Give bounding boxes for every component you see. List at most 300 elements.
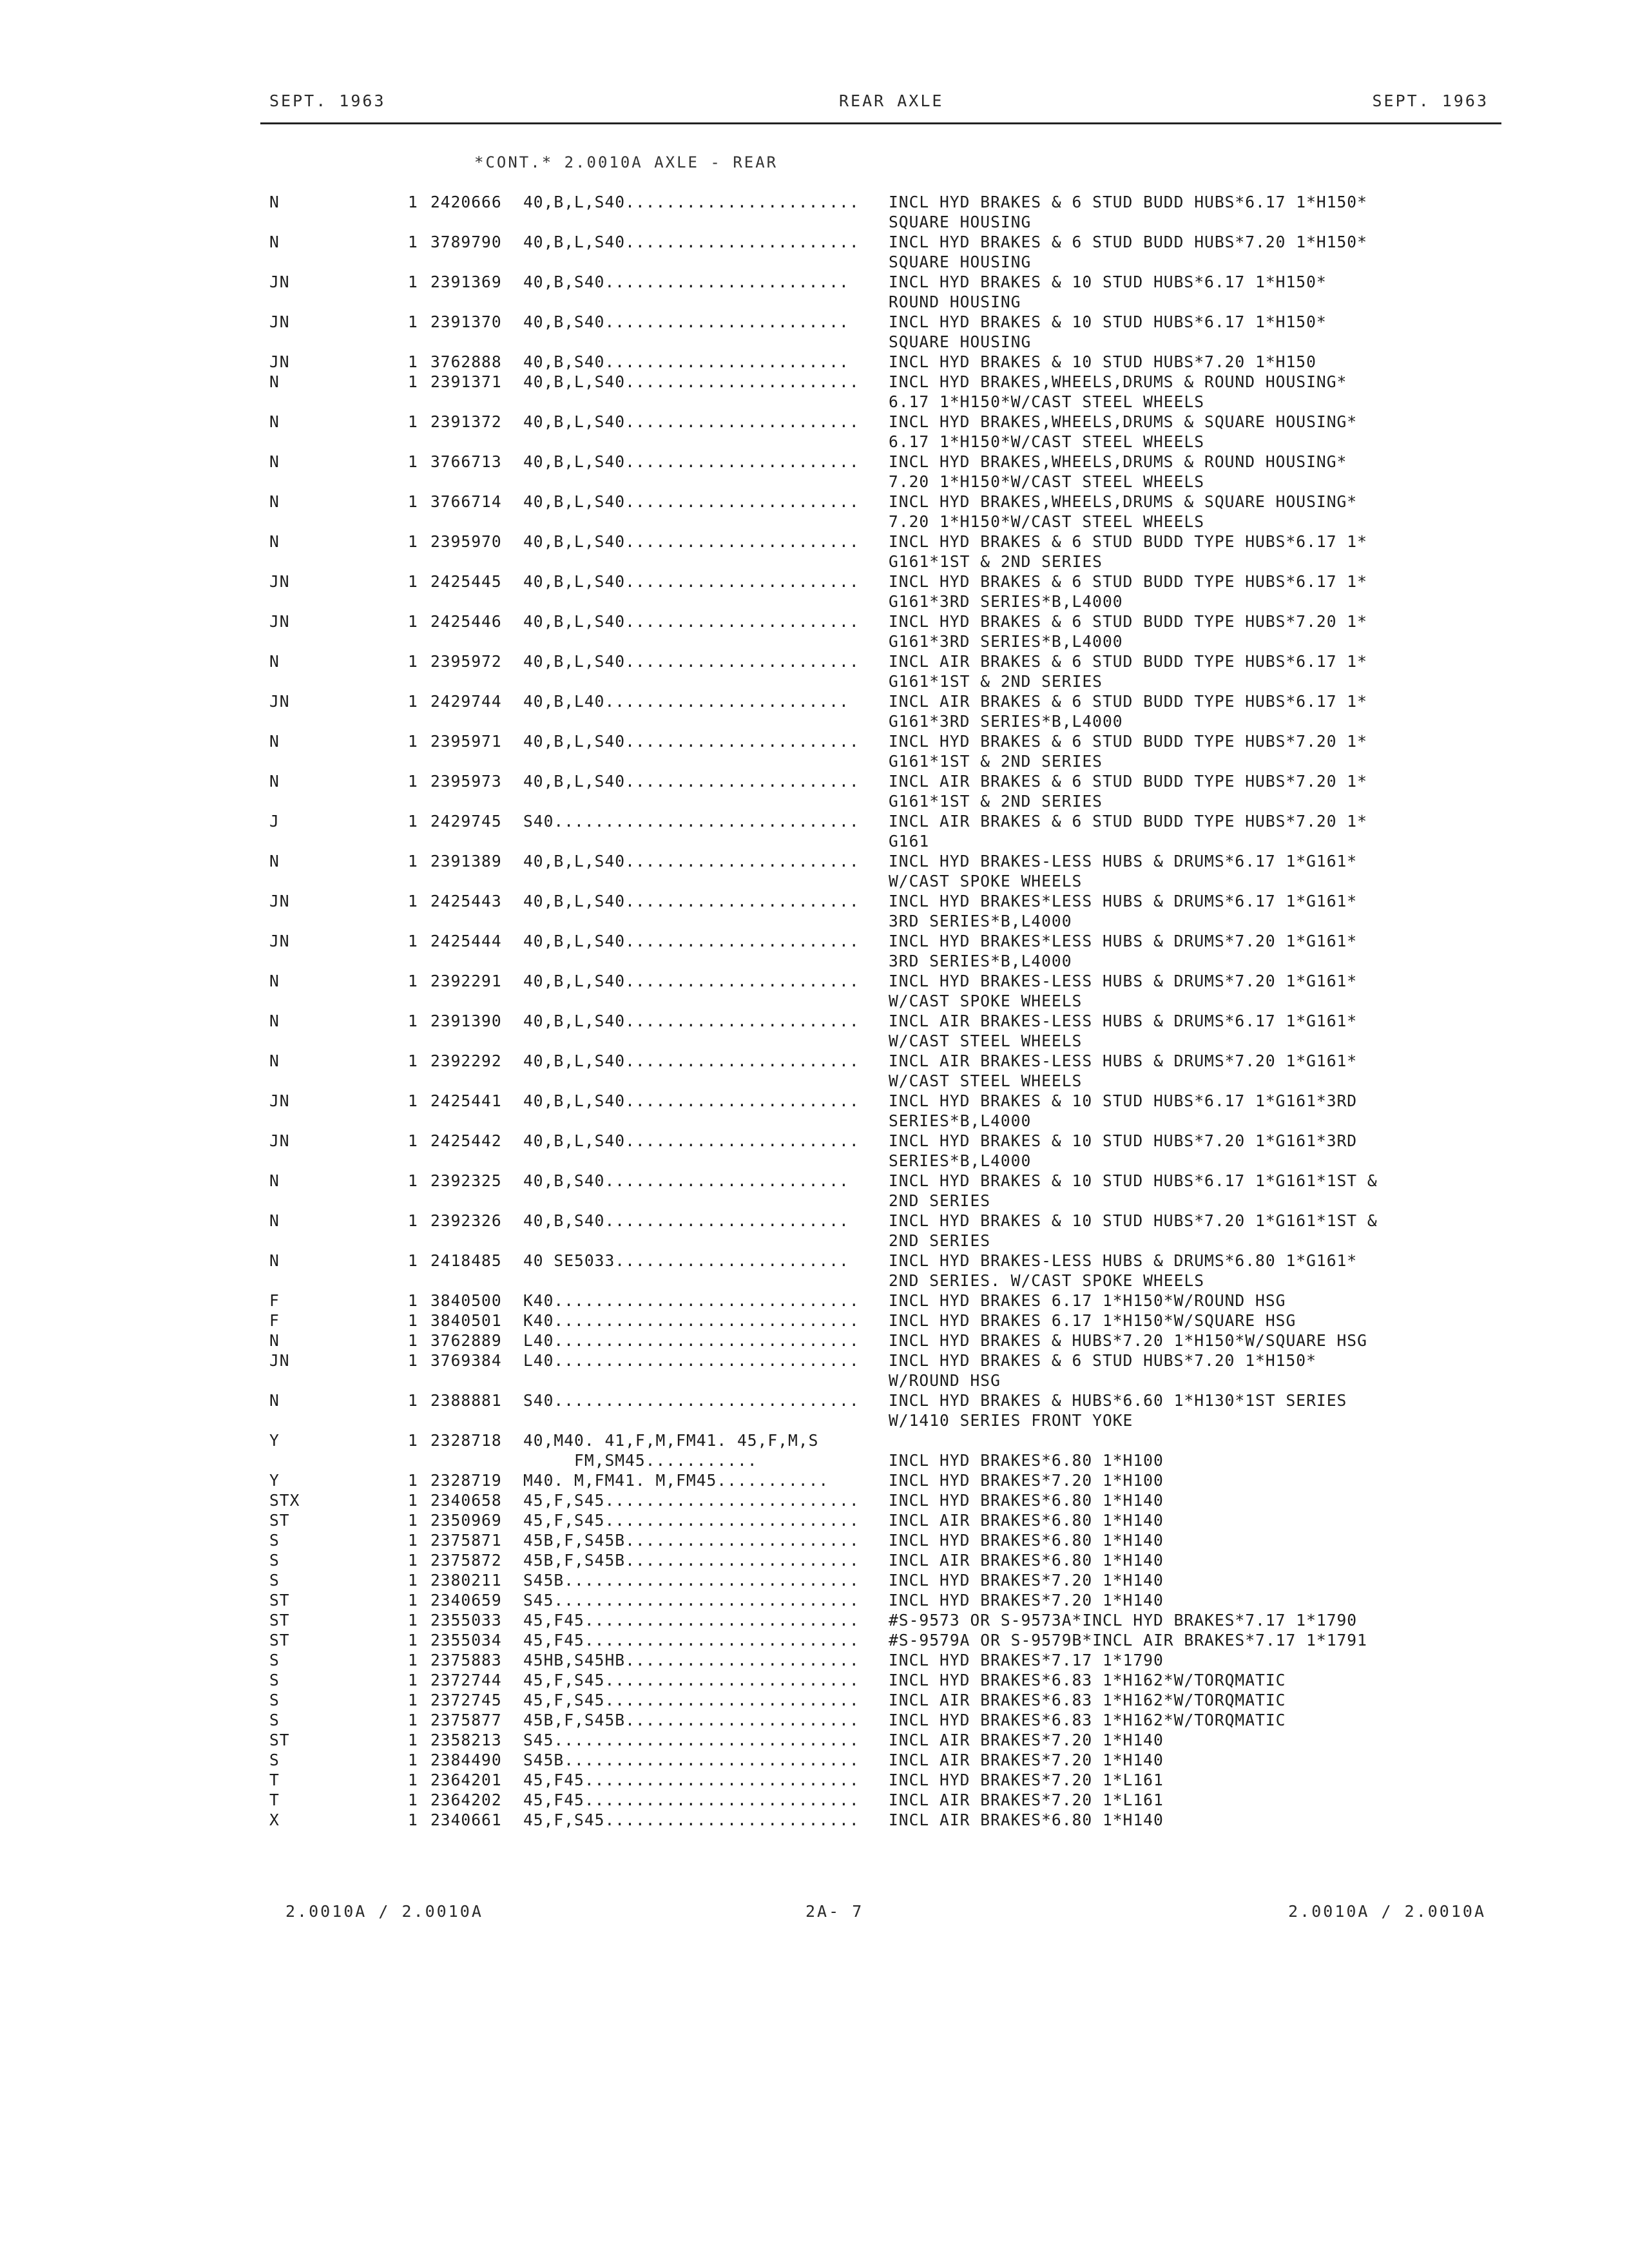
quantity: 1 xyxy=(408,1711,418,1729)
part-description: INCL HYD BRAKES 6.17 1*H150*W/ROUND HSG xyxy=(889,1291,1286,1310)
list-item xyxy=(0,1231,1629,1251)
part-description: INCL HYD BRAKES*7.20 1*H100 xyxy=(889,1471,1164,1490)
list-item xyxy=(0,1750,1629,1770)
part-description: 2ND SERIES. W/CAST SPOKE WHEELS xyxy=(889,1271,1205,1290)
part-number: 2328719 xyxy=(430,1471,502,1490)
header-date-right: SEPT. 1963 xyxy=(1372,91,1489,110)
model-code: JN xyxy=(269,273,290,291)
part-number: 2395971 xyxy=(430,732,502,751)
list-item xyxy=(0,552,1629,572)
part-number: 2375871 xyxy=(430,1531,502,1550)
part-description: G161*3RD SERIES*B,L4000 xyxy=(889,632,1123,651)
part-number: 2418485 xyxy=(430,1251,502,1270)
part-description: SQUARE HOUSING xyxy=(889,253,1032,271)
part-number: 2375883 xyxy=(430,1651,502,1669)
list-item xyxy=(0,1171,1629,1191)
quantity: 1 xyxy=(408,352,418,371)
part-description: G161*1ST & 2ND SERIES xyxy=(889,752,1103,771)
part-number: 2372745 xyxy=(430,1691,502,1709)
part-number: 2380211 xyxy=(430,1571,502,1590)
list-item xyxy=(0,1450,1629,1470)
list-item xyxy=(0,1031,1629,1051)
part-description: INCL HYD BRAKES & 6 STUD BUDD TYPE HUBS*7.20 1* xyxy=(889,732,1367,751)
part-description: INCL HYD BRAKES & 6 STUD BUDD TYPE HUBS*6.17 1* xyxy=(889,572,1367,591)
part-number: 2358213 xyxy=(430,1731,502,1749)
part-description: INCL HYD BRAKES,WHEELS,DRUMS & ROUND HOUSING* xyxy=(889,452,1347,471)
model-list: 40,B,L,S40....................... xyxy=(523,892,860,910)
part-number: 3762888 xyxy=(430,352,502,371)
list-item xyxy=(0,1350,1629,1370)
model-code: STX xyxy=(269,1491,300,1510)
model-list: S40.............................. xyxy=(523,1391,860,1410)
list-item xyxy=(0,1590,1629,1610)
part-number: 2425441 xyxy=(430,1091,502,1110)
list-item xyxy=(0,591,1629,611)
part-description: INCL HYD BRAKES,WHEELS,DRUMS & SQUARE HOUSING* xyxy=(889,412,1358,431)
model-code: N xyxy=(269,492,280,511)
quantity: 1 xyxy=(408,932,418,950)
part-description: INCL HYD BRAKES & HUBS*7.20 1*H150*W/SQUARE HSG xyxy=(889,1331,1367,1350)
model-code: J xyxy=(269,812,280,831)
part-description: G161 xyxy=(889,832,930,850)
list-item xyxy=(0,1151,1629,1171)
model-code: S xyxy=(269,1751,280,1769)
list-item xyxy=(0,951,1629,971)
model-list: K40.............................. xyxy=(523,1291,860,1310)
part-description: INCL HYD BRAKES-LESS HUBS & DRUMS*6.17 1*G161* xyxy=(889,852,1358,870)
part-number: 2429744 xyxy=(430,692,502,711)
part-description: 7.20 1*H150*W/CAST STEEL WHEELS xyxy=(889,512,1205,531)
quantity: 1 xyxy=(408,692,418,711)
part-number: 2340659 xyxy=(430,1591,502,1610)
part-number: 3840501 xyxy=(430,1311,502,1330)
part-description: INCL HYD BRAKES & 6 STUD BUDD TYPE HUBS*6.17 1* xyxy=(889,532,1367,551)
list-item xyxy=(0,1311,1629,1331)
model-code: N xyxy=(269,233,280,251)
model-code: JN xyxy=(269,612,290,631)
list-item xyxy=(0,911,1629,931)
part-description: #S-9573 OR S-9573A*INCL HYD BRAKES*7.17 1*1790 xyxy=(889,1611,1358,1629)
list-item xyxy=(0,991,1629,1011)
part-number: 2355034 xyxy=(430,1631,502,1649)
part-number: 2340658 xyxy=(430,1491,502,1510)
list-item xyxy=(0,492,1629,512)
model-list: 40,B,L,S40....................... xyxy=(523,532,860,551)
part-description: W/CAST SPOKE WHEELS xyxy=(889,872,1083,890)
list-item xyxy=(0,212,1629,232)
model-list: 40,B,L,S40....................... xyxy=(523,652,860,671)
part-description: INCL HYD BRAKES-LESS HUBS & DRUMS*6.80 1*G161* xyxy=(889,1251,1358,1270)
model-code: ST xyxy=(269,1591,290,1610)
model-code: JN xyxy=(269,352,290,371)
quantity: 1 xyxy=(408,1012,418,1030)
list-item xyxy=(0,1131,1629,1151)
list-item xyxy=(0,1610,1629,1630)
part-number: 2384490 xyxy=(430,1751,502,1769)
quantity: 1 xyxy=(408,1331,418,1350)
part-number: 2395972 xyxy=(430,652,502,671)
quantity: 1 xyxy=(408,1791,418,1809)
model-list: 40,B,L,S40....................... xyxy=(523,1012,860,1030)
list-item xyxy=(0,1430,1629,1450)
list-item xyxy=(0,1251,1629,1271)
footer-ref-right: 2.0010A / 2.0010A xyxy=(1288,1902,1486,1921)
part-description: 3RD SERIES*B,L4000 xyxy=(889,912,1072,930)
model-code: JN xyxy=(269,892,290,910)
part-description: INCL HYD BRAKES & 6 STUD BUDD TYPE HUBS*7.20 1* xyxy=(889,612,1367,631)
part-number: 2372744 xyxy=(430,1671,502,1689)
quantity: 1 xyxy=(408,772,418,791)
part-description: 2ND SERIES xyxy=(889,1231,991,1250)
model-code: N xyxy=(269,972,280,990)
part-number: 2391372 xyxy=(430,412,502,431)
quantity: 1 xyxy=(408,1491,418,1510)
part-description: INCL AIR BRAKES*7.20 1*L161 xyxy=(889,1791,1164,1809)
footer-ref-left: 2.0010A / 2.0010A xyxy=(285,1902,483,1921)
list-item xyxy=(0,971,1629,991)
part-number: 3762889 xyxy=(430,1331,502,1350)
part-description: SERIES*B,L4000 xyxy=(889,1151,1032,1170)
model-list: 45,F45........................... xyxy=(523,1631,860,1649)
list-item xyxy=(0,931,1629,951)
part-number: 2429745 xyxy=(430,812,502,831)
list-item xyxy=(0,831,1629,851)
list-item xyxy=(0,412,1629,432)
list-item xyxy=(0,1331,1629,1350)
list-item xyxy=(0,572,1629,591)
part-number: 2350969 xyxy=(430,1511,502,1530)
list-item xyxy=(0,671,1629,691)
model-code: S xyxy=(269,1531,280,1550)
part-number: 3766714 xyxy=(430,492,502,511)
part-description: G161*1ST & 2ND SERIES xyxy=(889,552,1103,571)
part-description: INCL HYD BRAKES 6.17 1*H150*W/SQUARE HSG xyxy=(889,1311,1296,1330)
list-item xyxy=(0,252,1629,272)
model-list: 45,F45........................... xyxy=(523,1611,860,1629)
part-number: 2391370 xyxy=(430,312,502,331)
part-description: W/CAST STEEL WHEELS xyxy=(889,1072,1083,1090)
part-description: INCL HYD BRAKES & 10 STUD HUBS*6.17 1*H150* xyxy=(889,273,1327,291)
quantity: 1 xyxy=(408,892,418,910)
list-item xyxy=(0,731,1629,751)
model-list: FM,SM45........... xyxy=(523,1451,758,1470)
part-description: INCL AIR BRAKES*6.83 1*H162*W/TORQMATIC xyxy=(889,1691,1286,1709)
model-list: 45B,F,S45B....................... xyxy=(523,1711,860,1729)
quantity: 1 xyxy=(408,1651,418,1669)
part-number: 2392292 xyxy=(430,1052,502,1070)
model-list: 45B,F,S45B....................... xyxy=(523,1551,860,1570)
part-description: W/CAST SPOKE WHEELS xyxy=(889,992,1083,1010)
list-item xyxy=(0,1670,1629,1690)
part-number: 2355033 xyxy=(430,1611,502,1629)
model-code: F xyxy=(269,1311,280,1330)
part-description: INCL HYD BRAKES,WHEELS,DRUMS & ROUND HOUSING* xyxy=(889,372,1347,391)
quantity: 1 xyxy=(408,572,418,591)
part-number: 2391390 xyxy=(430,1012,502,1030)
list-item xyxy=(0,1191,1629,1211)
part-description: INCL AIR BRAKES & 6 STUD BUDD TYPE HUBS*6.17 1* xyxy=(889,692,1367,711)
header-section-title: REAR AXLE xyxy=(839,91,944,110)
model-list: 40 SE5033....................... xyxy=(523,1251,849,1270)
model-code: JN xyxy=(269,1351,290,1370)
part-number: 2420666 xyxy=(430,193,502,211)
quantity: 1 xyxy=(408,1771,418,1789)
part-description: INCL AIR BRAKES*6.80 1*H140 xyxy=(889,1551,1164,1570)
part-description: INCL AIR BRAKES-LESS HUBS & DRUMS*7.20 1*G161* xyxy=(889,1052,1358,1070)
list-item xyxy=(0,1550,1629,1570)
part-description: INCL AIR BRAKES-LESS HUBS & DRUMS*6.17 1*G161* xyxy=(889,1012,1358,1030)
model-list: 40,B,S40........................ xyxy=(523,1171,849,1190)
quantity: 1 xyxy=(408,492,418,511)
model-code: N xyxy=(269,372,280,391)
quantity: 1 xyxy=(408,312,418,331)
list-item xyxy=(0,512,1629,532)
model-code: N xyxy=(269,1012,280,1030)
model-list: 45,F,S45......................... xyxy=(523,1491,860,1510)
part-description: ROUND HOUSING xyxy=(889,293,1021,311)
model-list: 45HB,S45HB....................... xyxy=(523,1651,860,1669)
model-list: 40,B,L,S40....................... xyxy=(523,772,860,791)
model-list: S45B............................. xyxy=(523,1571,860,1590)
list-item xyxy=(0,472,1629,492)
model-list: 45,F,S45......................... xyxy=(523,1811,860,1829)
quantity: 1 xyxy=(408,1091,418,1110)
part-description: INCL AIR BRAKES*7.20 1*H140 xyxy=(889,1751,1164,1769)
quantity: 1 xyxy=(408,1211,418,1230)
part-number: 2425444 xyxy=(430,932,502,950)
model-list: 40,B,L40........................ xyxy=(523,692,849,711)
quantity: 1 xyxy=(408,1052,418,1070)
part-number: 2388881 xyxy=(430,1391,502,1410)
part-description: 3RD SERIES*B,L4000 xyxy=(889,952,1072,970)
list-item xyxy=(0,811,1629,831)
list-item xyxy=(0,711,1629,731)
quantity: 1 xyxy=(408,1671,418,1689)
quantity: 1 xyxy=(408,1511,418,1530)
quantity: 1 xyxy=(408,1431,418,1450)
section-subheader: *CONT.* 2.0010A AXLE - REAR xyxy=(474,153,778,171)
model-code: N xyxy=(269,452,280,471)
model-list: M40. M,FM41. M,FM45........... xyxy=(523,1471,829,1490)
quantity: 1 xyxy=(408,732,418,751)
part-number: 2328718 xyxy=(430,1431,502,1450)
model-list: 45B,F,S45B....................... xyxy=(523,1531,860,1550)
model-code: JN xyxy=(269,1091,290,1110)
model-list: 40,B,L,S40....................... xyxy=(523,452,860,471)
model-code: N xyxy=(269,1391,280,1410)
model-list: 45,F,S45......................... xyxy=(523,1691,860,1709)
list-item xyxy=(0,1790,1629,1810)
part-description: SQUARE HOUSING xyxy=(889,213,1032,231)
quantity: 1 xyxy=(408,193,418,211)
parts-list xyxy=(0,192,1629,1830)
quantity: 1 xyxy=(408,1811,418,1829)
part-description: 6.17 1*H150*W/CAST STEEL WHEELS xyxy=(889,392,1205,411)
quantity: 1 xyxy=(408,852,418,870)
model-list: S40.............................. xyxy=(523,812,860,831)
model-code: N xyxy=(269,652,280,671)
list-item xyxy=(0,1410,1629,1430)
quantity: 1 xyxy=(408,1611,418,1629)
list-item xyxy=(0,1530,1629,1550)
part-number: 2425443 xyxy=(430,892,502,910)
list-item xyxy=(0,771,1629,791)
model-list: S45.............................. xyxy=(523,1591,860,1610)
part-description: INCL HYD BRAKES & 10 STUD HUBS*7.20 1*G161*1ST & xyxy=(889,1211,1378,1230)
part-description: INCL HYD BRAKES & 10 STUD HUBS*6.17 1*G161*3RD xyxy=(889,1091,1358,1110)
part-description: INCL HYD BRAKES,WHEELS,DRUMS & SQUARE HOUSING* xyxy=(889,492,1358,511)
part-description: INCL HYD BRAKES*7.20 1*H140 xyxy=(889,1571,1164,1590)
part-description: W/1410 SERIES FRONT YOKE xyxy=(889,1411,1133,1430)
part-number: 3789790 xyxy=(430,233,502,251)
model-code: JN xyxy=(269,312,290,331)
part-number: 2392291 xyxy=(430,972,502,990)
list-item xyxy=(0,1770,1629,1790)
part-description: SERIES*B,L4000 xyxy=(889,1111,1032,1130)
list-item xyxy=(0,1470,1629,1490)
list-item xyxy=(0,1271,1629,1291)
model-list: 40,B,L,S40....................... xyxy=(523,193,860,211)
list-item xyxy=(0,631,1629,651)
model-code: N xyxy=(269,1052,280,1070)
list-item xyxy=(0,1690,1629,1710)
part-number: 2391371 xyxy=(430,372,502,391)
quantity: 1 xyxy=(408,1471,418,1490)
part-description: G161*3RD SERIES*B,L4000 xyxy=(889,592,1123,611)
model-code: S xyxy=(269,1691,280,1709)
part-number: 3766713 xyxy=(430,452,502,471)
list-item xyxy=(0,1710,1629,1730)
part-number: 2364201 xyxy=(430,1771,502,1789)
list-item xyxy=(0,871,1629,891)
list-item xyxy=(0,292,1629,312)
part-number: 2391389 xyxy=(430,852,502,870)
part-description: G161*1ST & 2ND SERIES xyxy=(889,792,1103,811)
list-item xyxy=(0,372,1629,392)
part-description: INCL HYD BRAKES & 6 STUD BUDD HUBS*6.17 1*H150* xyxy=(889,193,1367,211)
part-description: INCL AIR BRAKES*7.20 1*H140 xyxy=(889,1731,1164,1749)
part-description: W/ROUND HSG xyxy=(889,1371,1001,1390)
header-rule xyxy=(260,122,1501,124)
part-description: G161*3RD SERIES*B,L4000 xyxy=(889,712,1123,731)
model-code: ST xyxy=(269,1631,290,1649)
part-description: INCL HYD BRAKES & 10 STUD HUBS*6.17 1*G161*1ST & xyxy=(889,1171,1378,1190)
quantity: 1 xyxy=(408,1631,418,1649)
model-list: 45,F45........................... xyxy=(523,1771,860,1789)
list-item xyxy=(0,751,1629,771)
quantity: 1 xyxy=(408,972,418,990)
part-number: 2425446 xyxy=(430,612,502,631)
part-description: INCL HYD BRAKES & HUBS*6.60 1*H130*1ST SERIES xyxy=(889,1391,1347,1410)
list-item xyxy=(0,1570,1629,1590)
model-code: N xyxy=(269,412,280,431)
part-description: G161*1ST & 2ND SERIES xyxy=(889,672,1103,691)
quantity: 1 xyxy=(408,812,418,831)
list-item xyxy=(0,611,1629,631)
part-description: 7.20 1*H150*W/CAST STEEL WHEELS xyxy=(889,472,1205,491)
part-description: INCL AIR BRAKES & 6 STUD BUDD TYPE HUBS*7.20 1* xyxy=(889,812,1367,831)
model-list: 40,B,L,S40....................... xyxy=(523,233,860,251)
quantity: 1 xyxy=(408,1551,418,1570)
quantity: 1 xyxy=(408,1131,418,1150)
model-code: S xyxy=(269,1711,280,1729)
list-item xyxy=(0,1390,1629,1410)
model-code: S xyxy=(269,1571,280,1590)
quantity: 1 xyxy=(408,1531,418,1550)
list-item xyxy=(0,192,1629,212)
part-number: 2425445 xyxy=(430,572,502,591)
part-description: 2ND SERIES xyxy=(889,1191,991,1210)
list-item xyxy=(0,1730,1629,1750)
model-code: JN xyxy=(269,692,290,711)
model-code: S xyxy=(269,1651,280,1669)
list-item xyxy=(0,1810,1629,1830)
model-list: 40,B,L,S40....................... xyxy=(523,852,860,870)
quantity: 1 xyxy=(408,1251,418,1270)
model-code: N xyxy=(269,852,280,870)
model-code: JN xyxy=(269,932,290,950)
list-item xyxy=(0,392,1629,412)
model-list: K40.............................. xyxy=(523,1311,860,1330)
list-item xyxy=(0,891,1629,911)
list-item xyxy=(0,1211,1629,1231)
part-description: INCL HYD BRAKES*7.20 1*L161 xyxy=(889,1771,1164,1789)
quantity: 1 xyxy=(408,1311,418,1330)
model-list: 40,B,S40........................ xyxy=(523,273,849,291)
part-number: 2375877 xyxy=(430,1711,502,1729)
model-code: N xyxy=(269,1211,280,1230)
quantity: 1 xyxy=(408,1391,418,1410)
list-item xyxy=(0,851,1629,871)
model-list: 40,B,L,S40....................... xyxy=(523,1131,860,1150)
list-item xyxy=(0,1011,1629,1031)
quantity: 1 xyxy=(408,612,418,631)
list-item xyxy=(0,1051,1629,1071)
quantity: 1 xyxy=(408,452,418,471)
part-number: 2395973 xyxy=(430,772,502,791)
list-item xyxy=(0,1630,1629,1650)
model-code: ST xyxy=(269,1611,290,1629)
list-item xyxy=(0,1291,1629,1311)
list-item xyxy=(0,332,1629,352)
model-list: 40,B,L,S40....................... xyxy=(523,1091,860,1110)
part-description: SQUARE HOUSING xyxy=(889,332,1032,351)
quantity: 1 xyxy=(408,1351,418,1370)
model-list: 40,B,L,S40....................... xyxy=(523,412,860,431)
part-description: INCL HYD BRAKES & 10 STUD HUBS*6.17 1*H150* xyxy=(889,312,1327,331)
model-list: S45.............................. xyxy=(523,1731,860,1749)
list-item xyxy=(0,1111,1629,1131)
model-code: JN xyxy=(269,1131,290,1150)
part-number: 2375872 xyxy=(430,1551,502,1570)
model-code: N xyxy=(269,1331,280,1350)
model-list: 40,B,L,S40....................... xyxy=(523,1052,860,1070)
part-number: 3769384 xyxy=(430,1351,502,1370)
part-description: INCL HYD BRAKES & 6 STUD BUDD HUBS*7.20 1*H150* xyxy=(889,233,1367,251)
model-list: 40,M40. 41,F,M,FM41. 45,F,M,S xyxy=(523,1431,819,1450)
part-number: 2364202 xyxy=(430,1791,502,1809)
model-code: S xyxy=(269,1551,280,1570)
model-list: 45,F,S45......................... xyxy=(523,1671,860,1689)
part-description: INCL HYD BRAKES & 6 STUD HUBS*7.20 1*H150* xyxy=(889,1351,1316,1370)
part-description: W/CAST STEEL WHEELS xyxy=(889,1032,1083,1050)
model-list: 45,F45........................... xyxy=(523,1791,860,1809)
part-number: 2391369 xyxy=(430,273,502,291)
part-description: INCL HYD BRAKES & 10 STUD HUBS*7.20 1*H150 xyxy=(889,352,1316,371)
model-list: 40,B,S40........................ xyxy=(523,312,849,331)
part-description: INCL HYD BRAKES*6.83 1*H162*W/TORQMATIC xyxy=(889,1671,1286,1689)
list-item xyxy=(0,651,1629,671)
